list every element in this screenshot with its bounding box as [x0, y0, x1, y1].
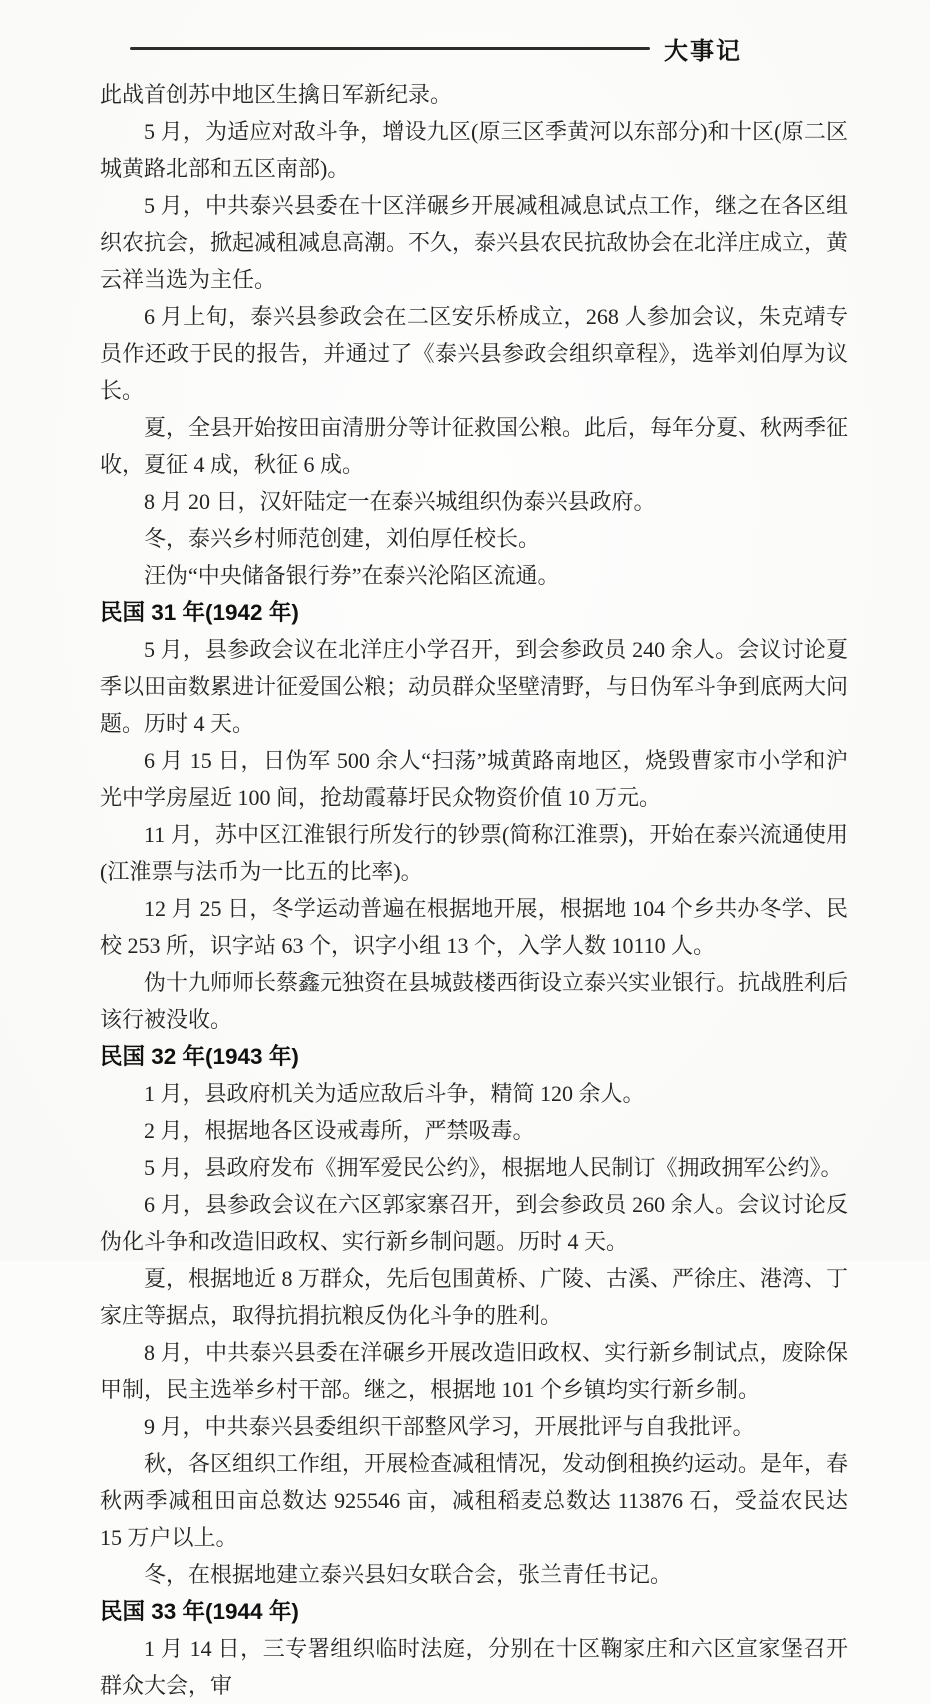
chronicle-paragraph: 5 月，中共泰兴县委在十区洋碾乡开展减租减息试点工作，继之在各区组织农抗会，掀起减租减息高潮。不久，泰兴县农民抗敌协会在北洋庄成立，黄云祥当选为主任。	[100, 193, 849, 292]
chronicle-paragraph: 冬，泰兴乡村师范创建，刘伯厚任校长。	[144, 526, 541, 551]
running-head	[130, 34, 742, 65]
chronicle-paragraph: 11 月，苏中区江淮银行所发行的钞票(简称江淮票)，开始在泰兴流通使用(江淮票与法币为一比五的比率)。	[100, 822, 848, 884]
chronicle-paragraph: 12 月 25 日，冬学运动普遍在根据地开展，根据地 104 个乡共办冬学、民校 253 所，识字站 63 个，识字小组 13 个，入学人数 10110 人。	[100, 896, 848, 958]
chronicle-paragraph: 2 月，根据地各区设戒毒所，严禁吸毒。	[144, 1118, 535, 1143]
chronicle-paragraph: 此战首创苏中地区生擒日军新纪录。	[100, 82, 453, 107]
chronicle-paragraph: 8 月 20 日，汉奸陆定一在泰兴城组织伪泰兴县政府。	[144, 489, 656, 514]
chronicle-content	[100, 76, 848, 1704]
chronicle-paragraph: 汪伪“中央储备银行券”在泰兴沦陷区流通。	[144, 563, 560, 588]
chronicle-paragraph: 6 月 15 日，日伪军 500 余人“扫荡”城黄路南地区，烧毁曹家市小学和沪光中学房屋近 100 间，抢劫霞幕圩民众物资价值 10 万元。	[100, 748, 848, 810]
chronicle-paragraph: 5 月，县政府发布《拥军爱民公约》，根据地人民制订《拥政拥军公约》。	[144, 1155, 843, 1180]
header-rule	[130, 47, 650, 50]
chronicle-paragraph: 夏，全县开始按田亩清册分等计征救国公粮。此后，每年分夏、秋两季征收，夏征 4 成，秋征 6 成。	[100, 415, 849, 477]
year-heading: 民国 31 年(1942 年)	[100, 600, 299, 625]
chronicle-paragraph: 冬，在根据地建立泰兴县妇女联合会，张兰青任书记。	[144, 1562, 673, 1587]
chronicle-paragraph: 秋，各区组织工作组，开展检查减租情况，发动倒租换约运动。是年，春秋两季减租田亩总数达 925546 亩，减租稻麦总数达 113876 石，受益农民达 15 万户以上。	[100, 1451, 849, 1550]
chronicle-paragraph: 5 月，为适应对敌斗争，增设九区(原三区季黄河以东部分)和十区(原二区城黄路北部和五区南部)。	[100, 119, 848, 181]
chronicle-paragraph: 夏，根据地近 8 万群众，先后包围黄桥、广陵、古溪、严徐庄、港湾、丁家庄等据点，取得抗捐抗粮反伪化斗争的胜利。	[100, 1266, 849, 1328]
chronicle-paragraph: 伪十九师师长蔡鑫元独资在县城鼓楼西街设立泰兴实业银行。抗战胜利后该行被没收。	[100, 970, 849, 1032]
chronicle-paragraph: 9 月，中共泰兴县委组织干部整风学习，开展批评与自我批评。	[144, 1414, 755, 1439]
chronicle-paragraph: 8 月，中共泰兴县委在洋碾乡开展改造旧政权、实行新乡制试点，废除保甲制，民主选举乡村干部。继之，根据地 101 个乡镇均实行新乡制。	[100, 1340, 848, 1402]
chronicle-paragraph: 5 月，县参政会议在北洋庄小学召开，到会参政员 240 余人。会议讨论夏季以田亩数累进计征爱国公粮；动员群众坚壁清野，与日伪军斗争到底两大问题。历时 4 天。	[100, 637, 849, 736]
running-head-title: 大事记	[664, 37, 742, 65]
chronicle-paragraph: 6 月，县参政会议在六区郭家寨召开，到会参政员 260 余人。会议讨论反伪化斗争和改造旧政权、实行新乡制问题。历时 4 天。	[100, 1192, 848, 1254]
chronicle-paragraph: 1 月 14 日，三专署组织临时法庭，分别在十区鞠家庄和六区宣家堡召开群众大会，审	[100, 1636, 848, 1698]
year-heading: 民国 33 年(1944 年)	[100, 1599, 299, 1624]
chronicle-paragraph: 1 月，县政府机关为适应敌后斗争，精简 120 余人。	[144, 1081, 645, 1106]
year-heading: 民国 32 年(1943 年)	[100, 1044, 299, 1069]
chronicle-paragraph: 6 月上旬，泰兴县参政会在二区安乐桥成立，268 人参加会议，朱克靖专员作还政于民的报告，并通过了《泰兴县参政会组织章程》，选举刘伯厚为议长。	[100, 304, 848, 403]
